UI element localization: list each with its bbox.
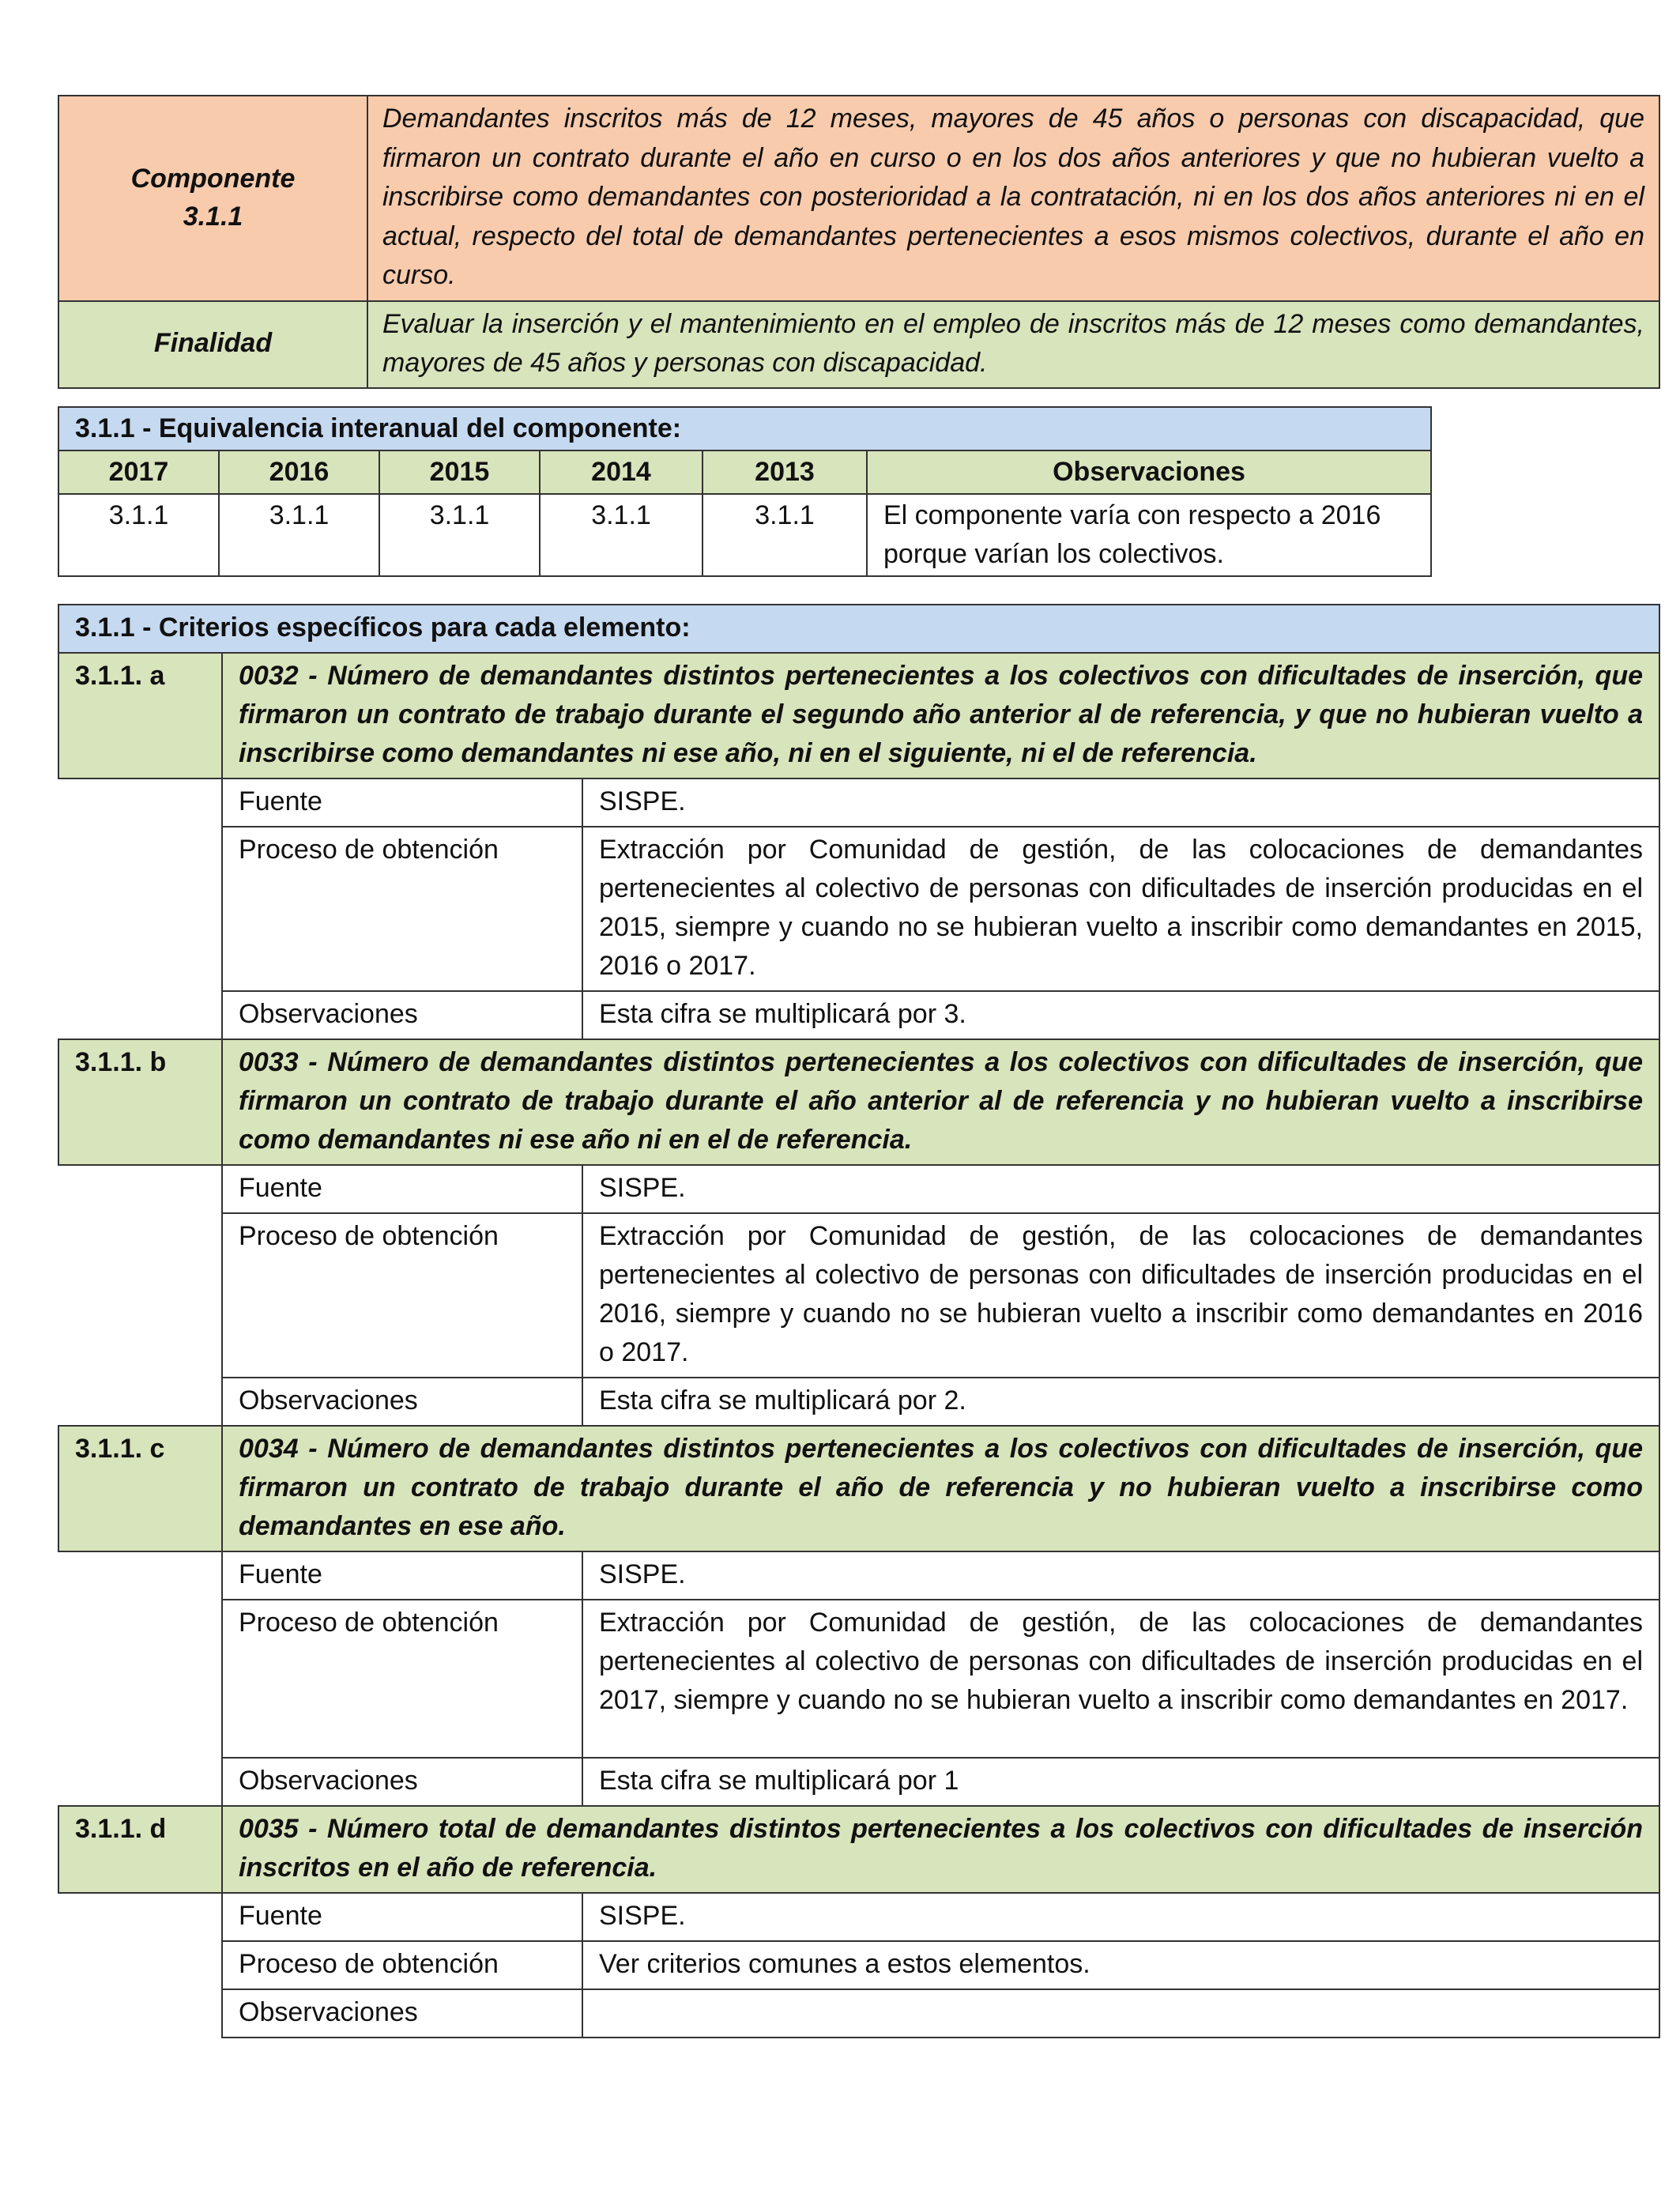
element-c-fuente-value: SISPE. bbox=[582, 1551, 1659, 1600]
element-d-observaciones-label: Observaciones bbox=[222, 1989, 582, 2038]
element-b-fuente-value: SISPE. bbox=[582, 1165, 1659, 1213]
element-b-proceso-label: Proceso de obtención bbox=[222, 1213, 582, 1378]
equivalence-cell-2017: 3.1.1 bbox=[58, 494, 219, 576]
equivalence-header-2015: 2015 bbox=[379, 450, 540, 494]
element-c-observaciones-value: Esta cifra se multiplicará por 1 bbox=[582, 1758, 1659, 1806]
element-a-fuente-value: SISPE. bbox=[582, 778, 1659, 827]
element-c-fuente-label: Fuente bbox=[222, 1551, 582, 1600]
element-c-proceso-value: Extracción por Comunidad de gestión, de las colocaciones de demandantes pertenecientes al colectivo de personas con dificultades de inserción producidas en el 2017, siempre y cuando no se hubieran vuelto a inscribir como demandantes en 2017. bbox=[582, 1600, 1659, 1758]
element-b-observaciones-label: Observaciones bbox=[222, 1378, 582, 1426]
element-description-a: 0032 - Número de demandantes distintos pertenecientes a los colectivos con dificultades de inserción, que firmaron un contrato de trabajo durante el segundo año anterior al de referencia, y que no hubieran vuelto a inscribirse como demandantes ni ese año, ni en el siguiente, ni el de referencia. bbox=[222, 653, 1659, 778]
element-description-b: 0033 - Número de demandantes distintos pertenecientes a los colectivos con dificultades de inserción, que firmaron un contrato de trabajo durante el año anterior al de referencia y no hubieran vuelto a inscribirse como demandantes ni ese año ni en el de referencia. bbox=[222, 1039, 1659, 1165]
element-spacer-b bbox=[58, 1165, 222, 1426]
component-description: Demandantes inscritos más de 12 meses, mayores de 45 años o personas con discapacidad, que firmaron un contrato durante el año en curso o en los dos años anteriores y que no hubieran vuelto a inscribirse como demandantes con posterioridad a la contratación, ni en los dos años anteriores ni en el actual, respecto del total de demandantes pertenecientes a esos mismos colectivos, durante el año en curso. bbox=[367, 96, 1659, 301]
equivalence-title: 3.1.1 - Equivalencia interanual del componente: bbox=[58, 407, 1431, 450]
equivalence-header-2016: 2016 bbox=[219, 450, 379, 494]
element-c-observaciones-label: Observaciones bbox=[222, 1758, 582, 1806]
element-b-observaciones-value: Esta cifra se multiplicará por 2. bbox=[582, 1378, 1659, 1426]
criteria-title: 3.1.1 - Criterios específicos para cada elemento: bbox=[58, 605, 1659, 653]
element-d-observaciones-value bbox=[582, 1989, 1659, 2038]
element-description-c: 0034 - Número de demandantes distintos pertenecientes a los colectivos con dificultades de inserción, que firmaron un contrato de trabajo durante el año de referencia y no hubieran vuelto a inscribirse como demandantes en ese año. bbox=[222, 1426, 1659, 1551]
element-code-c: 3.1.1. c bbox=[58, 1426, 222, 1551]
equivalence-header-2017: 2017 bbox=[58, 450, 219, 494]
element-a-proceso-value: Extracción por Comunidad de gestión, de las colocaciones de demandantes pertenecientes al colectivo de personas con dificultades de inserción producidas en el 2015, siempre y cuando no se hubieran vuelto a inscribir como demandantes en 2015, 2016 o 2017. bbox=[582, 827, 1659, 991]
equivalence-header-2014: 2014 bbox=[540, 450, 703, 494]
element-a-observaciones-value: Esta cifra se multiplicará por 3. bbox=[582, 991, 1659, 1039]
equivalence-cell-2014: 3.1.1 bbox=[540, 494, 703, 576]
element-c-proceso-label: Proceso de obtención bbox=[222, 1600, 582, 1758]
element-code-a: 3.1.1. a bbox=[58, 653, 222, 778]
element-spacer-a bbox=[58, 778, 222, 1039]
element-d-proceso-label: Proceso de obtención bbox=[222, 1941, 582, 1989]
element-b-proceso-value: Extracción por Comunidad de gestión, de las colocaciones de demandantes pertenecientes al colectivo de personas con dificultades de inserción producidas en el 2016, siempre y cuando no se hubieran vuelto a inscribir como demandantes en 2016 o 2017. bbox=[582, 1213, 1659, 1378]
equivalence-header-observaciones: Observaciones bbox=[867, 450, 1431, 494]
element-code-b: 3.1.1. b bbox=[58, 1039, 222, 1165]
element-a-proceso-label: Proceso de obtención bbox=[222, 827, 582, 991]
equivalence-cell-observaciones: El componente varía con respecto a 2016 porque varían los colectivos. bbox=[867, 494, 1431, 576]
equivalence-header-2013: 2013 bbox=[703, 450, 867, 494]
component-label: Componente 3.1.1 bbox=[58, 96, 367, 301]
equivalence-table bbox=[58, 406, 1432, 577]
component-table bbox=[58, 95, 1660, 389]
element-b-fuente-label: Fuente bbox=[222, 1165, 582, 1213]
element-code-d: 3.1.1. d bbox=[58, 1806, 222, 1893]
element-d-fuente-value: SISPE. bbox=[582, 1893, 1659, 1941]
element-d-proceso-value: Ver criterios comunes a estos elementos. bbox=[582, 1941, 1659, 1989]
element-d-fuente-label: Fuente bbox=[222, 1893, 582, 1941]
element-a-observaciones-label: Observaciones bbox=[222, 991, 582, 1039]
criteria-table bbox=[58, 604, 1660, 2038]
element-a-fuente-label: Fuente bbox=[222, 778, 582, 827]
equivalence-cell-2013: 3.1.1 bbox=[703, 494, 867, 576]
equivalence-cell-2015: 3.1.1 bbox=[379, 494, 540, 576]
purpose-description: Evaluar la inserción y el mantenimiento en el empleo de inscritos más de 12 meses como demandantes, mayores de 45 años y personas con discapacidad. bbox=[367, 301, 1659, 388]
purpose-label: Finalidad bbox=[58, 301, 367, 388]
element-description-d: 0035 - Número total de demandantes distintos pertenecientes a los colectivos con dificultades de inserción inscritos en el año de referencia. bbox=[222, 1806, 1659, 1893]
element-spacer-c bbox=[58, 1551, 222, 1806]
equivalence-cell-2016: 3.1.1 bbox=[219, 494, 379, 576]
element-spacer-d bbox=[58, 1893, 222, 2038]
